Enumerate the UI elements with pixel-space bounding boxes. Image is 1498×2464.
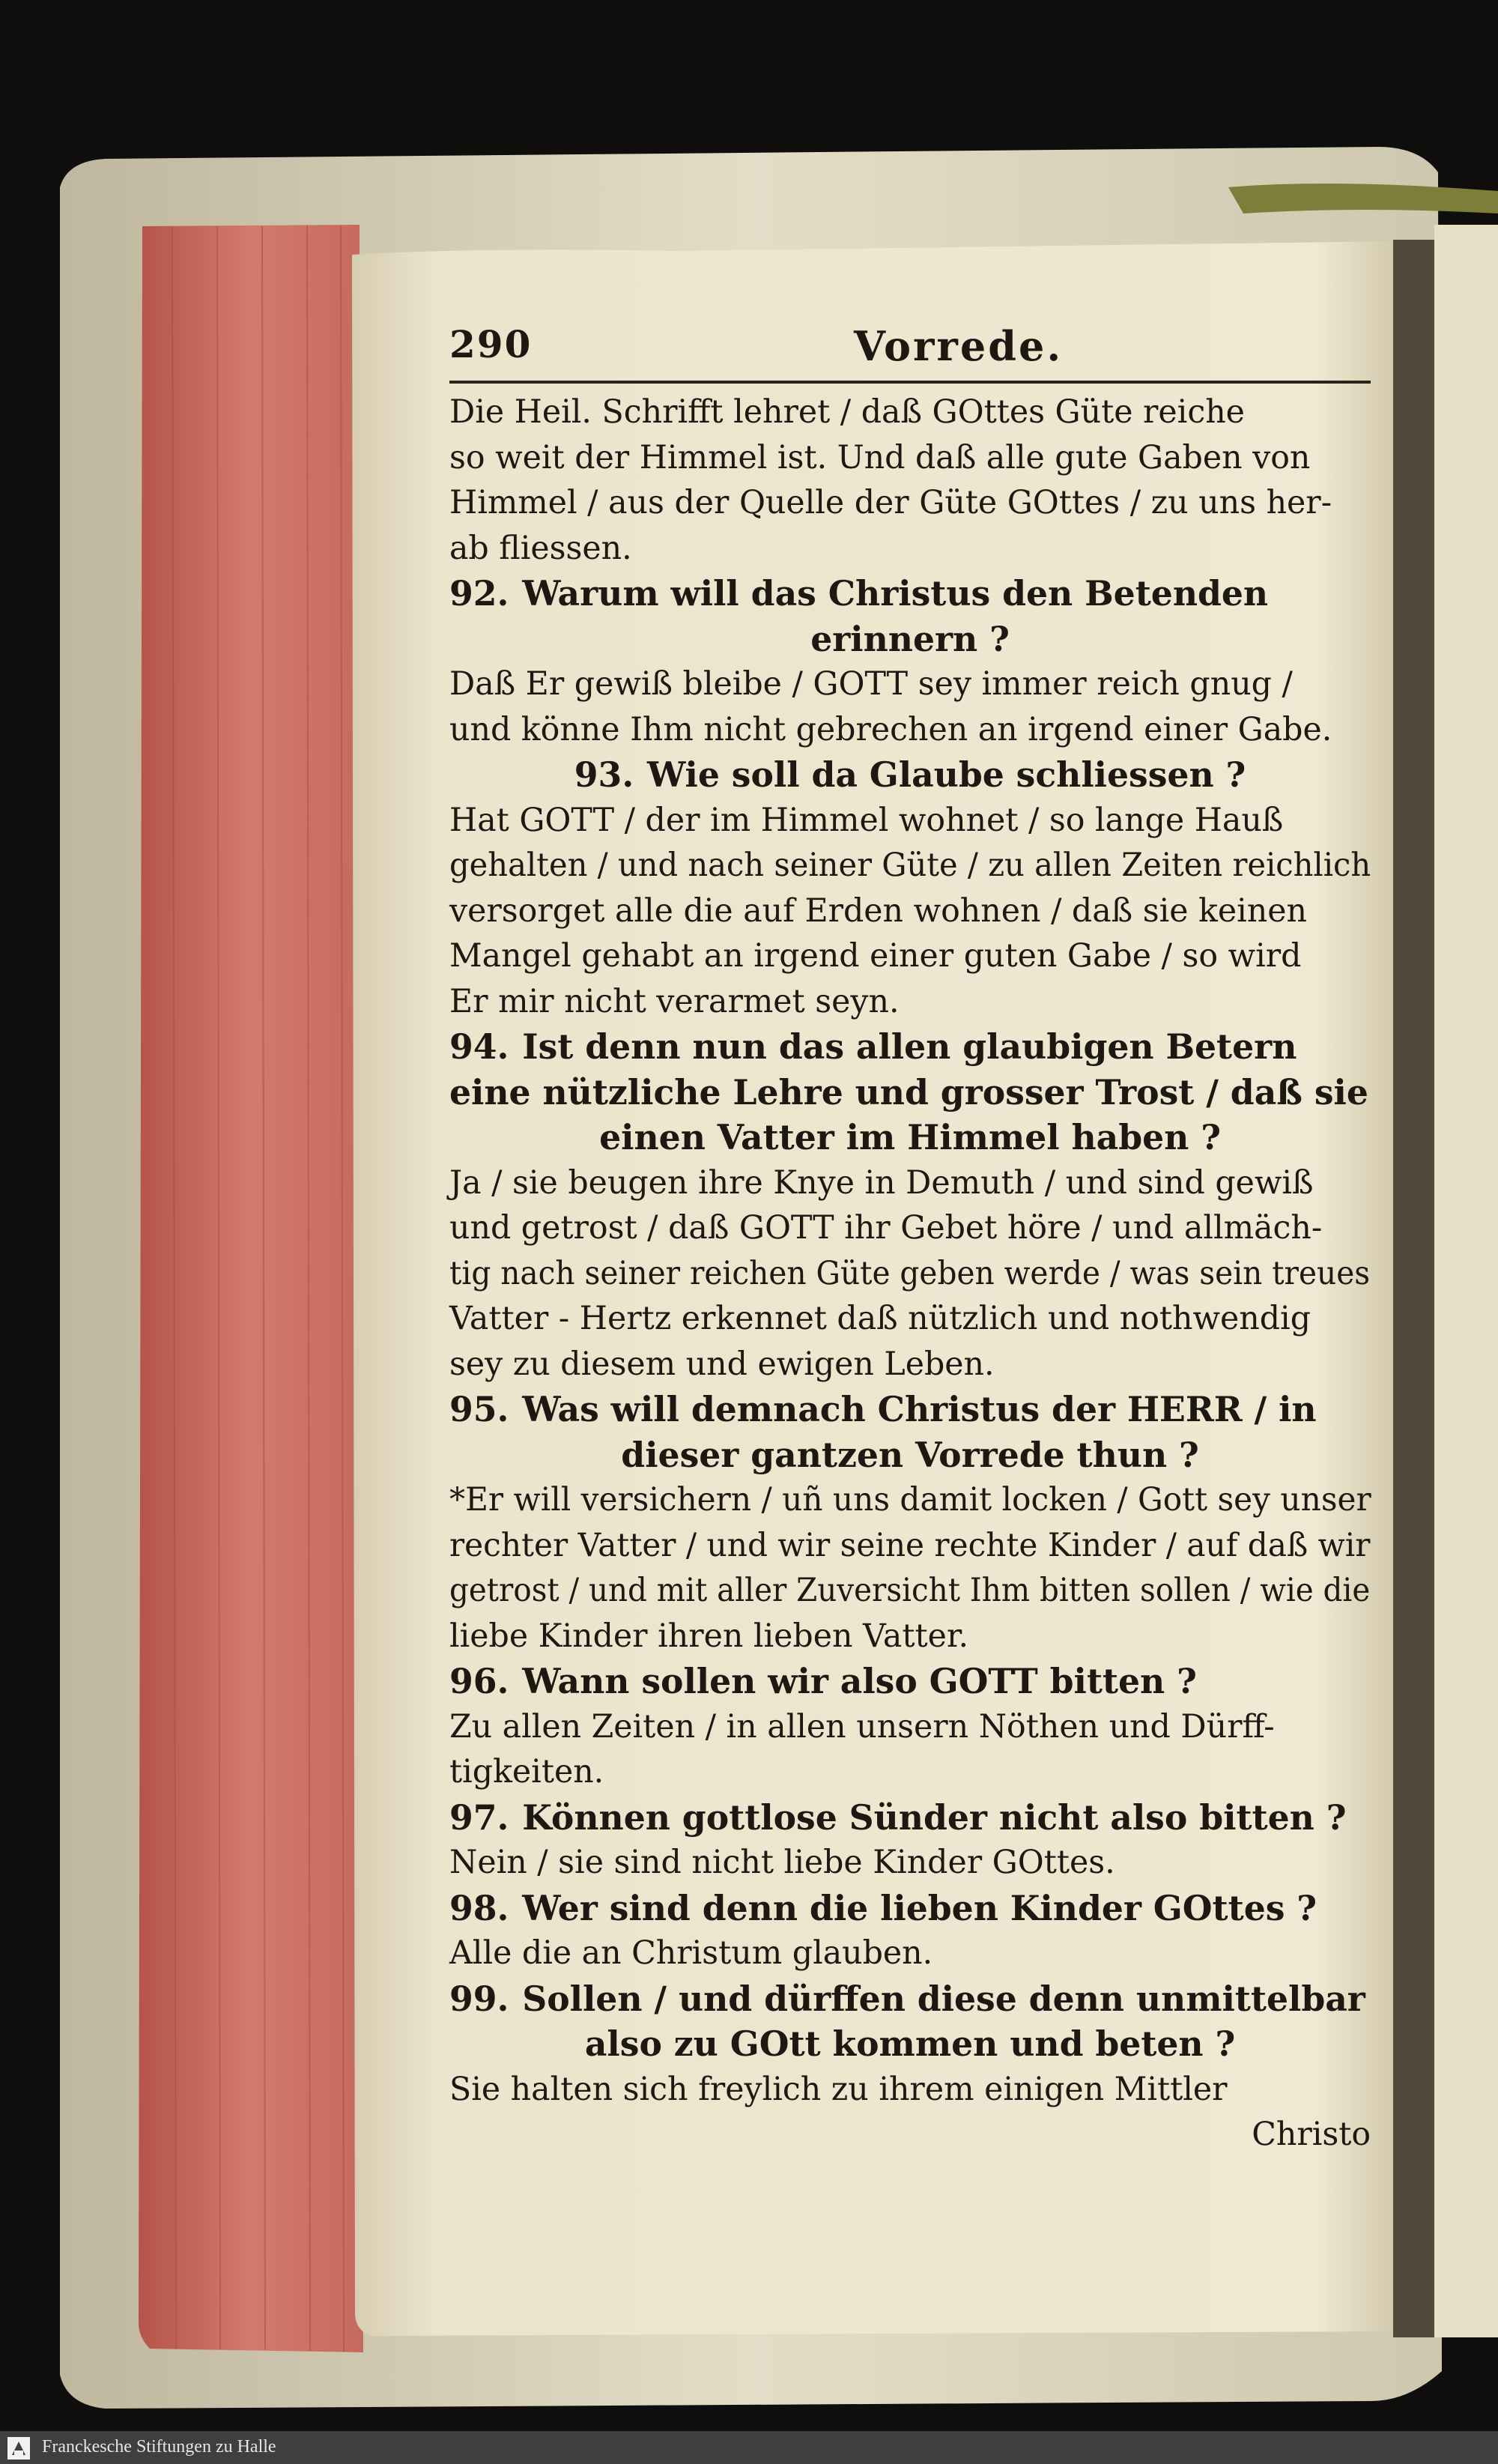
question-number: 98. — [449, 1887, 509, 1928]
line-text: Wie soll da Glaube schliessen ? — [647, 754, 1246, 795]
line-text: Himmel / aus der Quelle der Güte GOttes / zu uns her- — [449, 484, 1332, 521]
line-text: Sollen / und dürffen diese denn unmittelbar — [522, 1978, 1365, 2019]
text-line — [449, 390, 1371, 435]
text-line — [449, 1342, 1371, 1387]
line-text: dieser gantzen Vorrede thun ? — [621, 1434, 1199, 1475]
line-text: ab fliessen. — [449, 529, 632, 567]
text-line — [449, 1795, 1371, 1841]
text-line — [449, 1432, 1371, 1478]
text-line — [449, 1205, 1371, 1251]
line-text: Zu allen Zeiten / in allen unsern Nöthen und Dürff- — [449, 1707, 1275, 1746]
line-text: erinnern ? — [810, 618, 1010, 659]
page-text-block — [419, 315, 1393, 2203]
line-text: *Er will versichern / uñ uns damit locken / Gott sey unser — [449, 1481, 1371, 1519]
text-line — [449, 1614, 1371, 1659]
text-line — [449, 752, 1371, 798]
running-head: Vorrede. — [854, 322, 1064, 370]
line-text: Vatter - Hertz erkennet daß nützlich und nothwendig — [449, 1300, 1311, 1337]
text-line — [449, 843, 1371, 889]
line-text: Die Heil. Schrifft lehret / daß GOttes Güte reiche — [449, 393, 1245, 431]
text-line — [449, 571, 1371, 617]
text-line — [449, 933, 1371, 979]
text-line — [449, 1523, 1371, 1569]
body-text — [449, 390, 1378, 2158]
line-text: Können gottlose Sünder nicht also bitten ? — [522, 1796, 1347, 1838]
text-line — [449, 1024, 1371, 1070]
archive-logo-icon — [7, 2437, 30, 2460]
line-text: Warum will das Christus den Betenden — [522, 573, 1269, 614]
line-text: Sie halten sich freylich zu ihrem einigen Mittler — [449, 2070, 1228, 2108]
text-line — [449, 1704, 1371, 1750]
line-text: Christo — [1252, 2116, 1371, 2153]
line-text: Wer sind denn die lieben Kinder GOttes ? — [522, 1887, 1317, 1928]
text-line — [449, 662, 1371, 707]
text-line — [449, 2112, 1371, 2158]
line-text: Ja / sie beugen ihre Knye in Demuth / und sind gewiß — [449, 1163, 1314, 1202]
line-text: Daß Er gewiß bleibe / GOTT sey immer reich gnug / — [449, 665, 1293, 703]
header-rule — [449, 381, 1371, 384]
line-text: Hat GOTT / der im Himmel wohnet / so lange Hauß — [449, 801, 1284, 839]
line-text: so weit der Himmel ist. Und daß alle gute Gaben von — [449, 438, 1311, 476]
text-line — [449, 707, 1371, 753]
text-line — [449, 1477, 1371, 1523]
text-line — [449, 617, 1371, 662]
text-line — [449, 526, 1371, 572]
text-line — [449, 1387, 1371, 1432]
question-number: 99. — [449, 1978, 509, 2019]
text-line — [449, 1251, 1371, 1297]
line-text: liebe Kinder ihren lieben Vatter. — [449, 1617, 969, 1655]
text-line — [449, 2067, 1371, 2113]
text-line — [449, 1160, 1371, 1206]
text-line — [449, 1886, 1371, 1931]
text-line — [449, 2021, 1371, 2067]
text-line — [449, 889, 1371, 934]
text-line — [449, 798, 1371, 844]
page-header — [449, 322, 1348, 382]
text-line — [449, 1931, 1371, 1976]
line-text: getrost / und mit aller Zuversicht Ihm bitten sollen / wie die — [449, 1572, 1371, 1609]
text-line — [449, 435, 1371, 481]
line-text: Mangel gehabt an irgend einer guten Gabe / so wird — [449, 937, 1302, 975]
question-number: 93. — [574, 754, 634, 795]
text-line — [449, 1659, 1371, 1704]
text-line — [449, 1840, 1371, 1886]
text-line — [449, 1976, 1371, 2022]
line-text: rechter Vatter / und wir seine rechte Kinder / auf daß wir — [449, 1526, 1371, 1564]
page-number: 290 — [449, 322, 533, 366]
line-text: versorget alle die auf Erden wohnen / daß sie keinen — [449, 892, 1307, 930]
question-number: 95. — [449, 1389, 509, 1429]
question-number: 97. — [449, 1796, 509, 1838]
text-line — [449, 1568, 1371, 1614]
question-number: 96. — [449, 1661, 509, 1701]
line-text: eine nützliche Lehre und grosser Trost / daß sie — [449, 1071, 1368, 1113]
line-text: und getrost / daß GOTT ihr Gebet höre / und allmäch- — [449, 1209, 1323, 1247]
line-text: tigkeiten. — [449, 1753, 604, 1791]
line-text: Ist denn nun das allen glaubigen Betern — [522, 1026, 1297, 1067]
line-text: Er mir nicht verarmet seyn. — [449, 982, 900, 1020]
line-text: sey zu diesem und ewigen Leben. — [449, 1345, 995, 1383]
text-line — [449, 1070, 1371, 1116]
question-number: 94. — [449, 1026, 509, 1067]
question-number: 92. — [449, 573, 509, 614]
line-text: gehalten / und nach seiner Güte / zu allen Zeiten reichlich — [449, 847, 1371, 884]
text-line — [449, 979, 1371, 1025]
line-text: Wann sollen wir also GOTT bitten ? — [522, 1661, 1197, 1701]
line-text: tig nach seiner reichen Güte geben werde / was sein treues — [449, 1254, 1371, 1292]
line-text: Nein / sie sind nicht liebe Kinder GOttes. — [449, 1844, 1115, 1881]
line-text: und könne Ihm nicht gebrechen an irgend einer Gabe. — [449, 710, 1332, 748]
line-text: einen Vatter im Himmel haben ? — [599, 1117, 1221, 1157]
institution-credit: Franckesche Stiftungen zu Halle — [42, 2437, 276, 2457]
line-text: Alle die an Christum glauben. — [449, 1934, 933, 1972]
text-line — [449, 1115, 1371, 1160]
line-text: Was will demnach Christus der HERR / in — [522, 1389, 1317, 1429]
line-text: also zu GOtt kommen und beten ? — [584, 2023, 1236, 2064]
text-line — [449, 1296, 1371, 1342]
text-line — [449, 480, 1371, 526]
archive-footer — [0, 2431, 1498, 2464]
text-line — [449, 1749, 1371, 1795]
